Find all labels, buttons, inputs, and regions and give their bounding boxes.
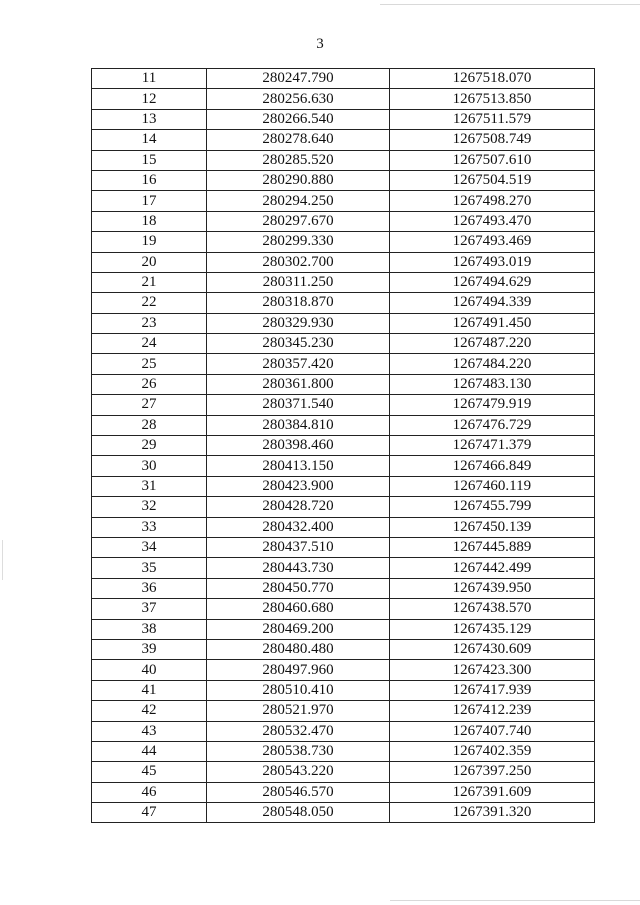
table-row (92, 741, 595, 761)
x-coordinate-cell: 280302.700 (207, 252, 390, 272)
y-coordinate-cell: 1267430.609 (390, 639, 595, 659)
point-number-cell: 11 (92, 69, 207, 89)
x-coordinate-cell: 280450.770 (207, 578, 390, 598)
x-coordinate-cell: 280532.470 (207, 721, 390, 741)
table-row (92, 415, 595, 435)
y-coordinate-cell: 1267466.849 (390, 456, 595, 476)
x-coordinate-cell: 280437.510 (207, 537, 390, 557)
table-row (92, 701, 595, 721)
y-coordinate-cell: 1267507.610 (390, 150, 595, 170)
point-number-cell: 34 (92, 537, 207, 557)
y-coordinate-cell: 1267442.499 (390, 558, 595, 578)
point-number-cell: 19 (92, 232, 207, 252)
table-row (92, 354, 595, 374)
x-coordinate-cell: 280480.480 (207, 639, 390, 659)
x-coordinate-cell: 280345.230 (207, 334, 390, 354)
x-coordinate-cell: 280443.730 (207, 558, 390, 578)
y-coordinate-cell: 1267483.130 (390, 374, 595, 394)
x-coordinate-cell: 280294.250 (207, 191, 390, 211)
table-row (92, 109, 595, 129)
point-number-cell: 26 (92, 374, 207, 394)
y-coordinate-cell: 1267435.129 (390, 619, 595, 639)
x-coordinate-cell: 280469.200 (207, 619, 390, 639)
y-coordinate-cell: 1267423.300 (390, 660, 595, 680)
y-coordinate-cell: 1267455.799 (390, 497, 595, 517)
table-row (92, 69, 595, 89)
x-coordinate-cell: 280247.790 (207, 69, 390, 89)
point-number-cell: 47 (92, 803, 207, 823)
point-number-cell: 23 (92, 313, 207, 333)
scan-edge-top (380, 4, 640, 5)
point-number-cell: 39 (92, 639, 207, 659)
y-coordinate-cell: 1267402.359 (390, 741, 595, 761)
point-number-cell: 13 (92, 109, 207, 129)
point-number-cell: 28 (92, 415, 207, 435)
table-row (92, 89, 595, 109)
table-row (92, 272, 595, 292)
y-coordinate-cell: 1267493.019 (390, 252, 595, 272)
point-number-cell: 40 (92, 660, 207, 680)
table-row (92, 211, 595, 231)
point-number-cell: 12 (92, 89, 207, 109)
y-coordinate-cell: 1267511.579 (390, 109, 595, 129)
table-row (92, 782, 595, 802)
y-coordinate-cell: 1267494.339 (390, 293, 595, 313)
y-coordinate-cell: 1267407.740 (390, 721, 595, 741)
table-row (92, 517, 595, 537)
point-number-cell: 35 (92, 558, 207, 578)
table-row (92, 558, 595, 578)
point-number-cell: 32 (92, 497, 207, 517)
y-coordinate-cell: 1267445.889 (390, 537, 595, 557)
x-coordinate-cell: 280432.400 (207, 517, 390, 537)
table-row (92, 497, 595, 517)
table-row (92, 721, 595, 741)
table-row (92, 150, 595, 170)
table-row (92, 252, 595, 272)
point-number-cell: 45 (92, 762, 207, 782)
y-coordinate-cell: 1267493.470 (390, 211, 595, 231)
point-number-cell: 29 (92, 436, 207, 456)
point-number-cell: 27 (92, 395, 207, 415)
x-coordinate-cell: 280256.630 (207, 89, 390, 109)
y-coordinate-cell: 1267460.119 (390, 476, 595, 496)
table-row (92, 313, 595, 333)
x-coordinate-cell: 280266.540 (207, 109, 390, 129)
x-coordinate-cell: 280290.880 (207, 170, 390, 190)
x-coordinate-cell: 280538.730 (207, 741, 390, 761)
table-row (92, 619, 595, 639)
coordinates-table-body (92, 69, 595, 823)
point-number-cell: 18 (92, 211, 207, 231)
y-coordinate-cell: 1267391.320 (390, 803, 595, 823)
point-number-cell: 33 (92, 517, 207, 537)
table-row (92, 762, 595, 782)
y-coordinate-cell: 1267391.609 (390, 782, 595, 802)
x-coordinate-cell: 280548.050 (207, 803, 390, 823)
y-coordinate-cell: 1267479.919 (390, 395, 595, 415)
y-coordinate-cell: 1267476.729 (390, 415, 595, 435)
y-coordinate-cell: 1267508.749 (390, 130, 595, 150)
x-coordinate-cell: 280329.930 (207, 313, 390, 333)
point-number-cell: 42 (92, 701, 207, 721)
y-coordinate-cell: 1267412.239 (390, 701, 595, 721)
point-number-cell: 15 (92, 150, 207, 170)
scan-edge-bottom (390, 900, 640, 901)
y-coordinate-cell: 1267439.950 (390, 578, 595, 598)
x-coordinate-cell: 280428.720 (207, 497, 390, 517)
y-coordinate-cell: 1267438.570 (390, 599, 595, 619)
table-row (92, 476, 595, 496)
table-row (92, 803, 595, 823)
point-number-cell: 14 (92, 130, 207, 150)
y-coordinate-cell: 1267494.629 (390, 272, 595, 292)
x-coordinate-cell: 280278.640 (207, 130, 390, 150)
point-number-cell: 20 (92, 252, 207, 272)
point-number-cell: 16 (92, 170, 207, 190)
point-number-cell: 30 (92, 456, 207, 476)
x-coordinate-cell: 280497.960 (207, 660, 390, 680)
table-row (92, 456, 595, 476)
y-coordinate-cell: 1267493.469 (390, 232, 595, 252)
x-coordinate-cell: 280297.670 (207, 211, 390, 231)
x-coordinate-cell: 280371.540 (207, 395, 390, 415)
table-row (92, 660, 595, 680)
point-number-cell: 24 (92, 334, 207, 354)
table-row (92, 436, 595, 456)
point-number-cell: 37 (92, 599, 207, 619)
y-coordinate-cell: 1267450.139 (390, 517, 595, 537)
y-coordinate-cell: 1267491.450 (390, 313, 595, 333)
y-coordinate-cell: 1267518.070 (390, 69, 595, 89)
point-number-cell: 25 (92, 354, 207, 374)
table-row (92, 170, 595, 190)
x-coordinate-cell: 280299.330 (207, 232, 390, 252)
x-coordinate-cell: 280510.410 (207, 680, 390, 700)
table-row (92, 293, 595, 313)
table-row (92, 599, 595, 619)
x-coordinate-cell: 280521.970 (207, 701, 390, 721)
y-coordinate-cell: 1267417.939 (390, 680, 595, 700)
point-number-cell: 46 (92, 782, 207, 802)
x-coordinate-cell: 280543.220 (207, 762, 390, 782)
x-coordinate-cell: 280318.870 (207, 293, 390, 313)
table-row (92, 130, 595, 150)
table-row (92, 334, 595, 354)
scan-edge-left (2, 540, 3, 580)
table-row (92, 537, 595, 557)
table-row (92, 395, 595, 415)
x-coordinate-cell: 280285.520 (207, 150, 390, 170)
x-coordinate-cell: 280460.680 (207, 599, 390, 619)
point-number-cell: 22 (92, 293, 207, 313)
y-coordinate-cell: 1267471.379 (390, 436, 595, 456)
x-coordinate-cell: 280398.460 (207, 436, 390, 456)
x-coordinate-cell: 280357.420 (207, 354, 390, 374)
y-coordinate-cell: 1267513.850 (390, 89, 595, 109)
x-coordinate-cell: 280423.900 (207, 476, 390, 496)
point-number-cell: 44 (92, 741, 207, 761)
table-row (92, 680, 595, 700)
x-coordinate-cell: 280361.800 (207, 374, 390, 394)
table-row (92, 232, 595, 252)
x-coordinate-cell: 280413.150 (207, 456, 390, 476)
point-number-cell: 31 (92, 476, 207, 496)
point-number-cell: 36 (92, 578, 207, 598)
point-number-cell: 43 (92, 721, 207, 741)
table-row (92, 374, 595, 394)
point-number-cell: 41 (92, 680, 207, 700)
y-coordinate-cell: 1267498.270 (390, 191, 595, 211)
coordinates-table (91, 68, 595, 823)
y-coordinate-cell: 1267484.220 (390, 354, 595, 374)
table-row (92, 191, 595, 211)
point-number-cell: 38 (92, 619, 207, 639)
y-coordinate-cell: 1267397.250 (390, 762, 595, 782)
y-coordinate-cell: 1267487.220 (390, 334, 595, 354)
table-row (92, 578, 595, 598)
x-coordinate-cell: 280311.250 (207, 272, 390, 292)
x-coordinate-cell: 280384.810 (207, 415, 390, 435)
point-number-cell: 21 (92, 272, 207, 292)
table-row (92, 639, 595, 659)
page-number: 3 (316, 36, 324, 52)
point-number-cell: 17 (92, 191, 207, 211)
x-coordinate-cell: 280546.570 (207, 782, 390, 802)
y-coordinate-cell: 1267504.519 (390, 170, 595, 190)
